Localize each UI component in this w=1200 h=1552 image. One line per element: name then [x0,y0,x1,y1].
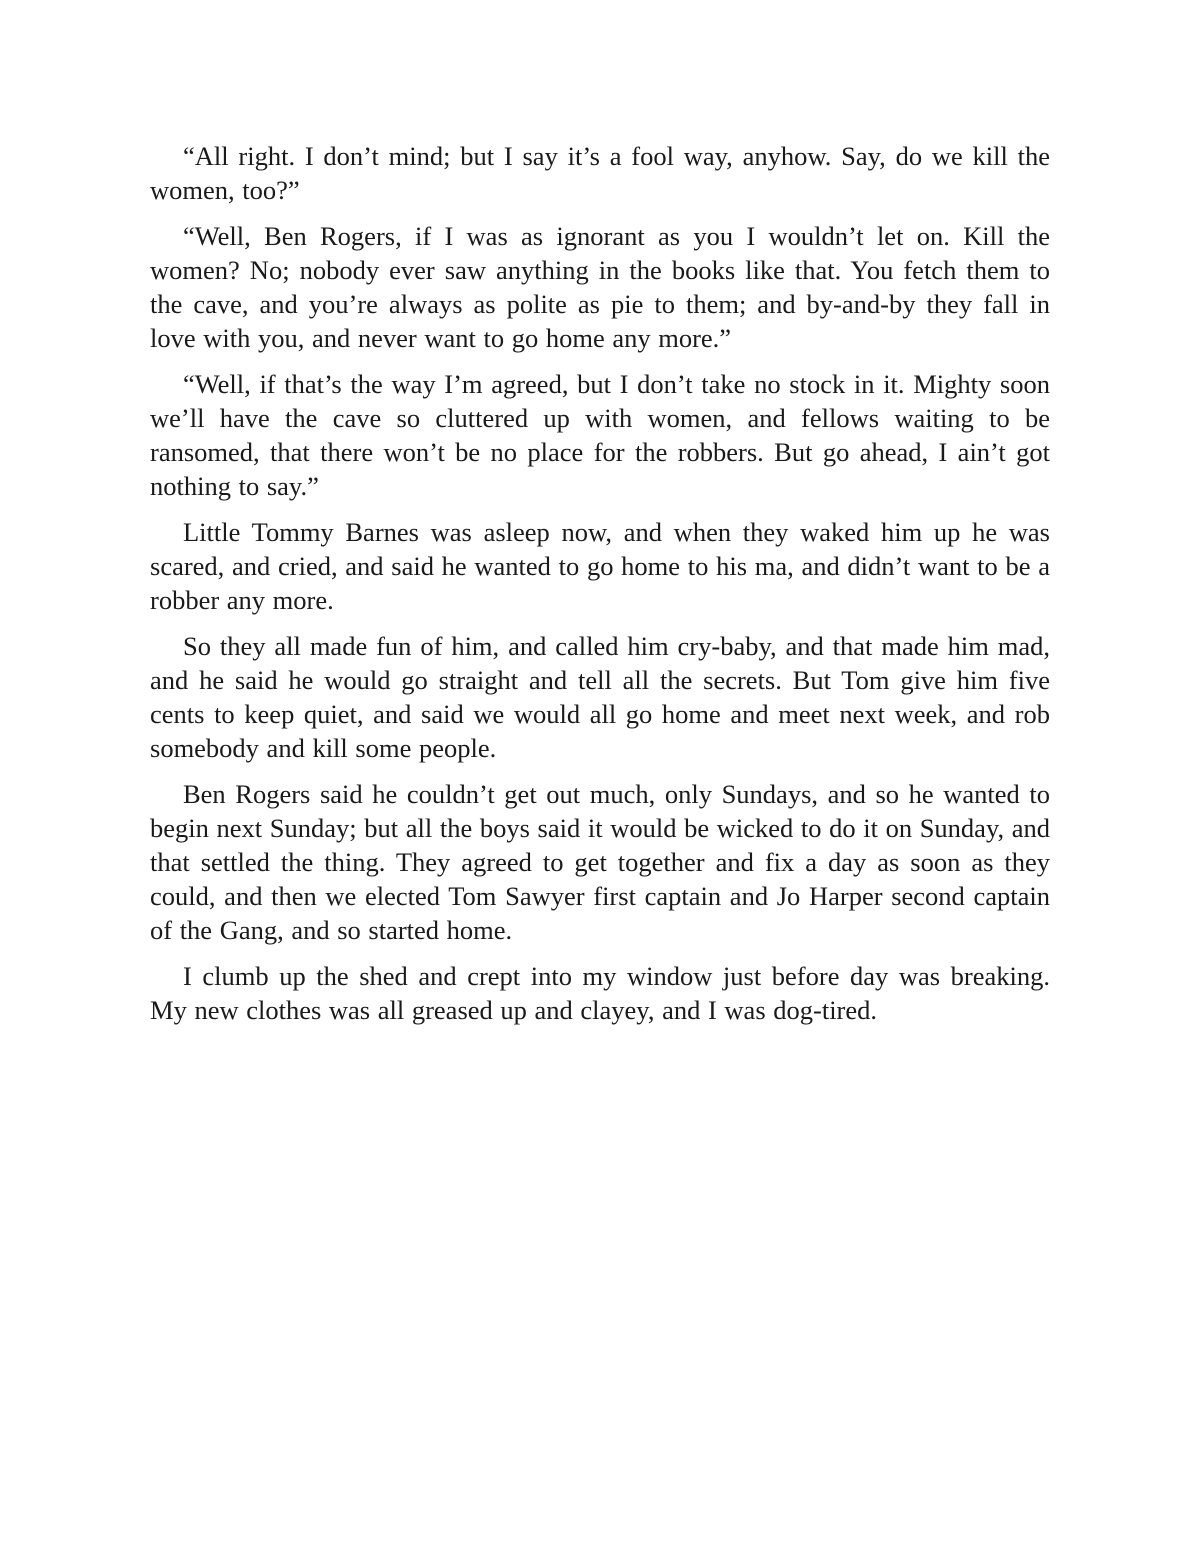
paragraph: Little Tommy Barnes was asleep now, and when they waked him up he was scared, and cried, and said he wanted to go home to his ma, and didn’t want to be a robber any more. [150,517,1050,615]
paragraph: I clumb up the shed and crept into my window just before day was breaking. My new clothes was all greased up and clayey, and I was dog-tired. [150,961,1050,1025]
paragraph: “All right. I don’t mind; but I say it’s a fool way, anyhow. Say, do we kill the women, too?” [150,141,1050,205]
paragraph: “Well, Ben Rogers, if I was as ignorant as you I wouldn’t let on. Kill the women? No; nobody ever saw anything in the books like that. You fetch them to the cave, and you’re always as polite as pie to them; and by-and-by they fall in love with you, and never want to go home any more.” [150,221,1050,353]
paragraph: “Well, if that’s the way I’m agreed, but I don’t take no stock in it. Mighty soon we’ll have the cave so cluttered up with women, and fellows waiting to be ransomed, that there won’t be no place for the robbers. But go ahead, I ain’t got nothing to say.” [150,369,1050,501]
paragraph: Ben Rogers said he couldn’t get out much, only Sundays, and so he wanted to begin next Sunday; but all the boys said it would be wicked to do it on Sunday, and that settled the thing. They agreed to get together and fix a day as soon as they could, and then we elected Tom Sawyer first captain and Jo Harper second captain of the Gang, and so started home. [150,779,1050,945]
paragraph: So they all made fun of him, and called him cry-baby, and that made him mad, and he said he would go straight and tell all the secrets. But Tom give him five cents to keep quiet, and said we would all go home and meet next week, and rob somebody and kill some people. [150,631,1050,763]
